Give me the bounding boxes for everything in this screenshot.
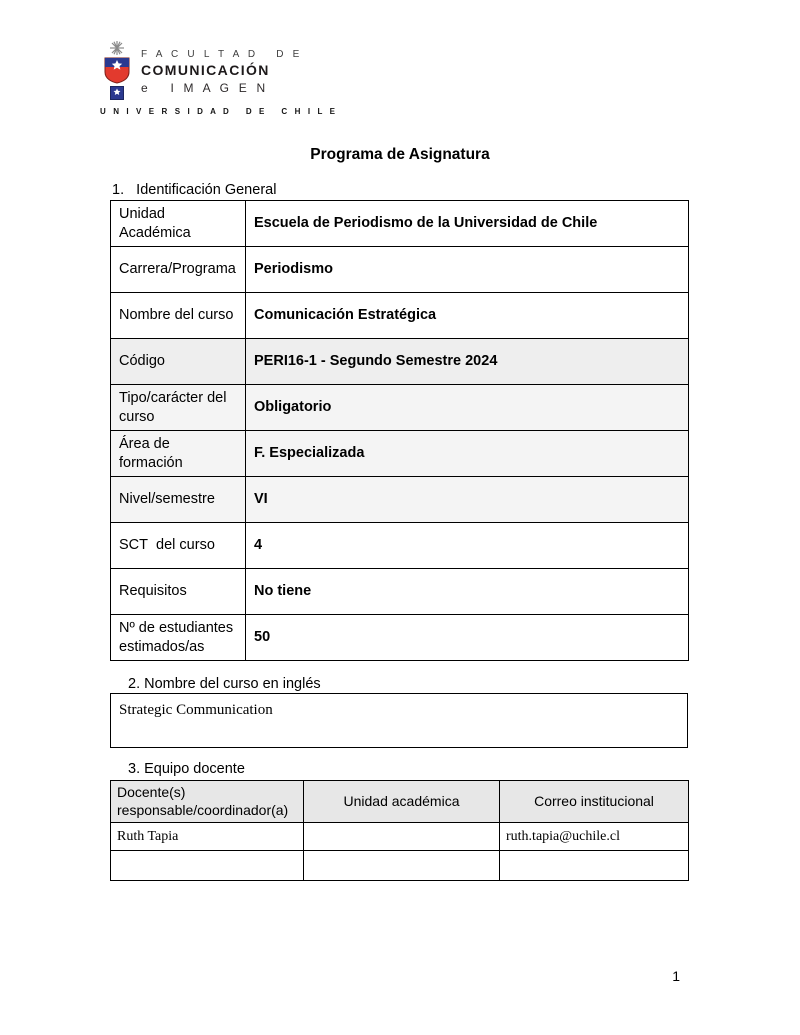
logo-e-imagen: e I M A G E N bbox=[141, 81, 269, 95]
unidad-cell bbox=[304, 823, 500, 851]
row-label: Código bbox=[111, 339, 246, 385]
university-logo bbox=[100, 40, 338, 116]
equipo-docente-table bbox=[110, 780, 689, 881]
table-row bbox=[111, 431, 689, 477]
docente-name-cell: Ruth Tapia bbox=[111, 823, 304, 851]
shield-icon bbox=[104, 57, 130, 84]
correo-cell: ruth.tapia@uchile.cl bbox=[500, 823, 689, 851]
table-row bbox=[111, 339, 689, 385]
table-row bbox=[111, 293, 689, 339]
row-label: Requisitos bbox=[111, 569, 246, 615]
row-value: No tiene bbox=[246, 569, 689, 615]
section-1-heading: 1. Identificación General bbox=[112, 182, 277, 198]
row-value: Periodismo bbox=[246, 247, 689, 293]
starburst-icon bbox=[109, 40, 125, 56]
row-label: Nombre del curso bbox=[111, 293, 246, 339]
identificacion-general-table bbox=[110, 200, 689, 661]
table-row bbox=[111, 694, 688, 748]
row-label: Unidad Académica bbox=[111, 201, 246, 247]
table-row bbox=[111, 523, 689, 569]
section-3-heading: 3. Equipo docente bbox=[128, 761, 245, 777]
section-2-heading: 2. Nombre del curso en inglés bbox=[128, 676, 321, 692]
row-label: Carrera/Programa bbox=[111, 247, 246, 293]
table-row bbox=[111, 201, 689, 247]
logo-facultad-de: F A C U L T A D D E bbox=[141, 49, 303, 60]
table-row bbox=[111, 851, 689, 881]
row-label: Área de formación bbox=[111, 431, 246, 477]
table-header-row bbox=[111, 781, 689, 823]
column-header-correo: Correo institucional bbox=[500, 781, 689, 823]
table-row bbox=[111, 477, 689, 523]
table-row bbox=[111, 247, 689, 293]
row-value: F. Especializada bbox=[246, 431, 689, 477]
docente-name-cell bbox=[111, 851, 304, 881]
row-label: Tipo/carácter del curso bbox=[111, 385, 246, 431]
row-value: Comunicación Estratégica bbox=[246, 293, 689, 339]
english-course-name: Strategic Communication bbox=[111, 694, 688, 748]
english-name-table bbox=[110, 693, 688, 748]
table-row bbox=[111, 385, 689, 431]
document-title: Programa de Asignatura bbox=[310, 146, 490, 163]
row-label: Nº de estudiantes estimados/as bbox=[111, 615, 246, 661]
logo-text bbox=[141, 40, 303, 95]
logo-comunicacion: COMUNICACIÓN bbox=[141, 62, 270, 78]
column-header-docente: Docente(s) responsable/coordinador(a) bbox=[111, 781, 304, 823]
row-label: Nivel/semestre bbox=[111, 477, 246, 523]
row-value: Escuela de Periodismo de la Universidad de Chile bbox=[246, 201, 689, 247]
star-square-icon bbox=[110, 86, 124, 100]
page-number: 1 bbox=[672, 968, 680, 984]
logo-universidad-de-chile: U N I V E R S I D A D D E C H I L E bbox=[100, 107, 338, 116]
row-label: SCT del curso bbox=[111, 523, 246, 569]
column-header-unidad: Unidad académica bbox=[304, 781, 500, 823]
row-value: 50 bbox=[246, 615, 689, 661]
row-value: PERI16-1 - Segundo Semestre 2024 bbox=[246, 339, 689, 385]
table-row bbox=[111, 823, 689, 851]
university-crest bbox=[100, 40, 134, 100]
table-row bbox=[111, 569, 689, 615]
row-value: 4 bbox=[246, 523, 689, 569]
row-value: VI bbox=[246, 477, 689, 523]
table-row bbox=[111, 615, 689, 661]
row-value: Obligatorio bbox=[246, 385, 689, 431]
unidad-cell bbox=[304, 851, 500, 881]
correo-cell bbox=[500, 851, 689, 881]
